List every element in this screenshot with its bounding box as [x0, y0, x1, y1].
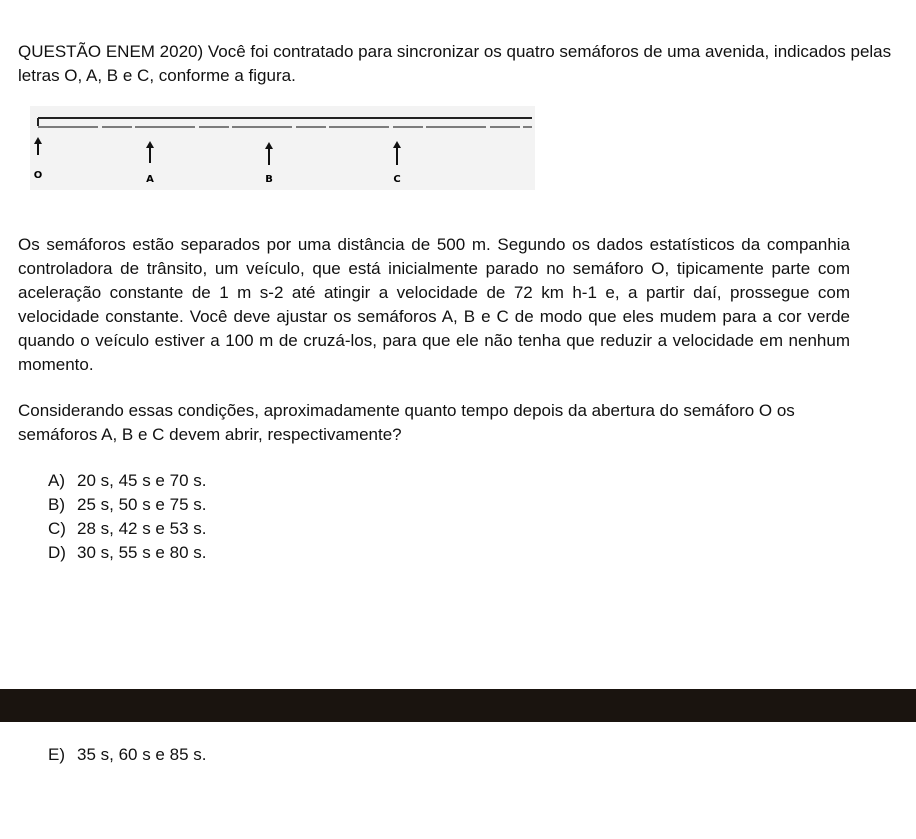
question-prompt: Considerando essas condições, aproximadamente quanto tempo depois da abertura do semáforo O os semáforos A, B e C devem abrir, respectivamente? — [18, 401, 795, 444]
option-text: 20 s, 45 s e 70 s. — [77, 471, 207, 490]
question-body: Os semáforos estão separados por uma distância de 500 m. Segundo os dados estatísticos da companhia controladora de trânsito, um veículo, que está inicialmente parado no semáforo O, tipicamente parte com aceleração constante de 1 m s-2 até atingir a velocidade de 72 km h-1 e, a partir daí, prossegue com velocidade constante. Você deve ajustar os semáforos A, B e C de modo que eles mudem para a cor verde quando o veículo estiver a 100 m de cruzá-los, para que ele não tenha que reduzir a velocidade em nenhum momento. — [18, 235, 850, 374]
option-a[interactable] — [48, 469, 206, 493]
option-letter: B) — [48, 495, 65, 514]
dark-divider-band — [0, 689, 916, 722]
label-c: C — [393, 174, 401, 185]
traffic-lights-figure — [30, 106, 535, 190]
avenue-diagram — [30, 106, 535, 190]
option-letter: D) — [48, 543, 66, 562]
option-c[interactable] — [48, 517, 206, 541]
option-letter: C) — [48, 519, 66, 538]
label-o: O — [33, 170, 43, 181]
option-e[interactable] — [48, 743, 206, 767]
option-text: 28 s, 42 s e 53 s. — [77, 519, 207, 538]
question-header: QUESTÃO ENEM 2020) Você foi contratado para sincronizar os quatro semáforos de uma avenida, indicados pelas letras O, A, B e C, conforme a figura. — [18, 42, 892, 85]
option-d[interactable] — [48, 541, 206, 565]
option-text: 35 s, 60 s e 85 s. — [77, 745, 207, 764]
label-a: A — [146, 174, 154, 185]
options-list — [48, 469, 206, 565]
option-text: 25 s, 50 s e 75 s. — [77, 495, 207, 514]
option-letter: E) — [48, 745, 65, 764]
option-letter: A) — [48, 471, 65, 490]
option-text: 30 s, 55 s e 80 s. — [77, 543, 207, 562]
option-b[interactable] — [48, 493, 206, 517]
label-b: B — [265, 174, 273, 185]
